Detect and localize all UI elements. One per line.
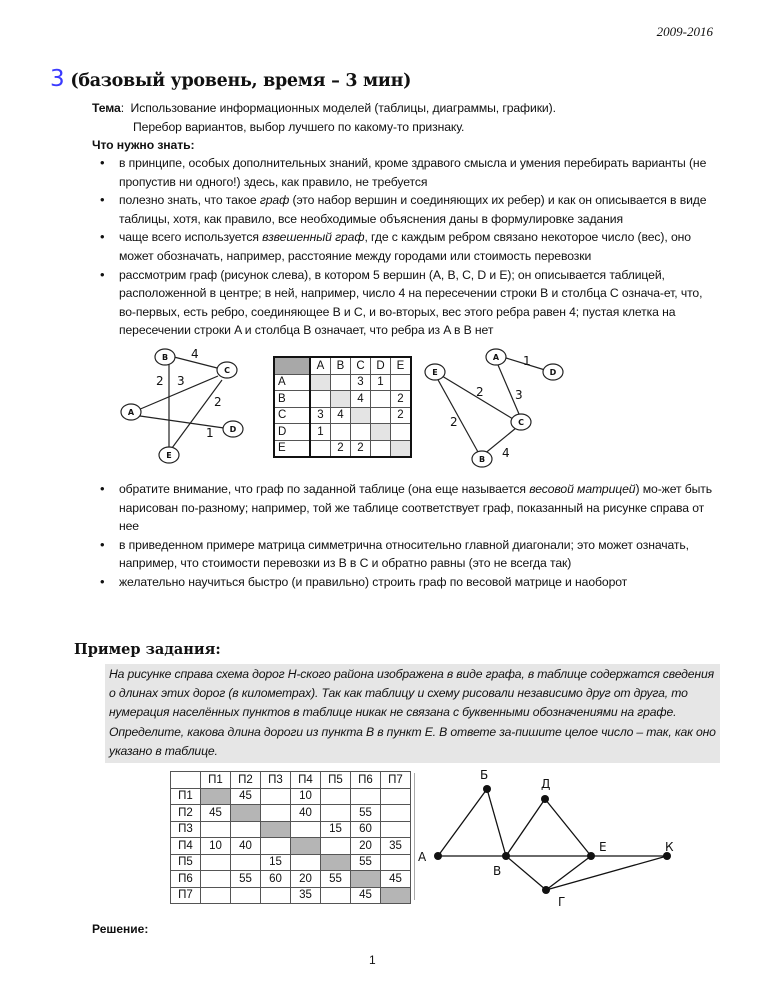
table-row	[171, 854, 411, 871]
matrix-cell: 35	[291, 887, 321, 904]
edge-weight: 1	[206, 426, 214, 440]
matrix-cell: 45	[351, 887, 381, 904]
column-header: B	[331, 357, 351, 374]
title-text: (базовый уровень, время – 3 мин)	[70, 71, 412, 91]
table-row	[171, 821, 411, 838]
matrix-cell	[371, 440, 391, 457]
road-b-v	[487, 789, 506, 856]
topic-line-2: Перебор вариантов, выбор лучшего по какому-то признаку.	[133, 119, 465, 134]
matrix-cell: 55	[351, 805, 381, 822]
row-header: П4	[171, 838, 201, 855]
matrix-cell	[351, 871, 381, 888]
need-to-know-list	[92, 154, 722, 340]
matrix-cell	[351, 407, 371, 424]
matrix-cell	[291, 854, 321, 871]
point-label: Е	[599, 840, 607, 854]
road-g-k	[546, 856, 667, 890]
matrix-cell	[261, 788, 291, 805]
point-g	[542, 886, 550, 894]
node-label: D	[229, 425, 237, 434]
matrix-cell	[261, 887, 291, 904]
row-header: П1	[171, 788, 201, 805]
node-label: E	[166, 451, 172, 460]
matrix-cell	[310, 374, 331, 391]
matrix-cell	[381, 887, 411, 904]
matrix-cell: 20	[351, 838, 381, 855]
topic-block: Тема: Использование информационных моделей (таблицы, диаграммы, графики). Перебор вариантов, выбор лучшего по какому-то признаку.	[92, 99, 732, 136]
node-label: B	[161, 353, 169, 362]
road-v-d	[506, 799, 545, 856]
task-statement: На рисунке справа схема дорог Н-ского района изображена в виде графа, в таблице содержатся сведения о длинах этих дорог (в километрах). Так как таблицу и схему рисовали независимо друг от друга, то нумерация населённых пунктов в таблице никак не связана с буквенными обозначениями на графе. Определите, какова длина дороги из пункта В в пункт Е. В ответе за-пишите целое число – так, как оно указано в таблице.	[105, 664, 720, 763]
node-label: A	[127, 408, 135, 417]
node-label: C	[518, 418, 524, 427]
page-number: 1	[369, 953, 376, 967]
matrix-cell: 35	[381, 838, 411, 855]
graph-left-diagram	[100, 340, 260, 470]
node-label: A	[492, 353, 500, 362]
edge-c-e	[172, 380, 222, 448]
edge-weight: 4	[502, 446, 510, 460]
matrix-cell: 2	[391, 407, 412, 424]
page-title	[50, 66, 411, 92]
table-row	[274, 440, 411, 457]
matrix-cell: 45	[381, 871, 411, 888]
solution-label: Решение:	[92, 922, 149, 936]
matrix-cell	[261, 805, 291, 822]
notes-list	[92, 480, 722, 592]
distance-matrix	[170, 771, 411, 904]
point-b	[483, 785, 491, 793]
column-header: E	[391, 357, 412, 374]
topic-line-1: Использование информационных моделей (таблицы, диаграммы, графики).	[130, 101, 556, 115]
weight-matrix-small	[273, 356, 412, 458]
road-v-g	[506, 856, 546, 890]
list-item: • рассмотрим граф (рисунок слева), в котором 5 вершин (A, B, C, D и E); он описывается таблицей, расположенной в центре; в ней, например, число 4 на пересечении строки B и столбца C означа-ет, что, во-первых, есть ребро, соединяющее B и C, и во-вторых, вес этого ребра равен 4; пустая клетка на пересечении строки A и столбца B означает, что ребра из A в B нет	[92, 266, 722, 340]
list-item: • чаще всего используется взвешенный граф, где с каждым ребром связано некоторое число (вес), оно может обозначать, например, расстояние между городами или стоимость перевозки	[92, 228, 722, 265]
matrix-cell: 2	[391, 391, 412, 408]
matrix-cell: 15	[261, 854, 291, 871]
matrix-cell	[201, 788, 231, 805]
matrix-cell	[381, 788, 411, 805]
matrix-cell	[391, 440, 412, 457]
task-number: 3	[50, 66, 65, 92]
years-header: 2009-2016	[656, 24, 713, 39]
matrix-cell	[391, 374, 412, 391]
row-header: П6	[171, 871, 201, 888]
matrix-cell: 55	[351, 854, 381, 871]
matrix-cell	[231, 854, 261, 871]
matrix-corner	[274, 357, 310, 374]
list-item: • в приведенном примере матрица симметрична относительно главной диагонали; это может означать, например, что стоимости перевозки из B в C и обратно равны (это не всегда так)	[92, 536, 722, 573]
column-header: C	[351, 357, 371, 374]
matrix-cell: 15	[321, 821, 351, 838]
matrix-cell	[231, 821, 261, 838]
matrix-cell: 20	[291, 871, 321, 888]
matrix-cell	[291, 821, 321, 838]
row-header: D	[274, 424, 310, 441]
row-header: П3	[171, 821, 201, 838]
edge-weight: 4	[191, 347, 199, 361]
table-row	[171, 871, 411, 888]
matrix-cell: 3	[351, 374, 371, 391]
matrix-cell	[381, 821, 411, 838]
list-item: • в принципе, особых дополнительных знаний, кроме здравого смысла и умения перебирать варианты (не пропустив ни одного!) здесь, как правило, не требуется	[92, 154, 722, 191]
point-label: Б	[480, 768, 489, 782]
point-label: Д	[541, 777, 551, 791]
matrix-cell	[381, 805, 411, 822]
matrix-cell: 3	[310, 407, 331, 424]
matrix-cell: 10	[291, 788, 321, 805]
matrix-cell: 1	[310, 424, 331, 441]
matrix-cell	[371, 391, 391, 408]
matrix-cell	[291, 838, 321, 855]
matrix-cell	[201, 887, 231, 904]
matrix-cell: 45	[231, 788, 261, 805]
point-v	[502, 852, 510, 860]
road-a-b	[438, 789, 487, 856]
column-header: П1	[201, 772, 231, 789]
point-label: К	[665, 840, 674, 854]
list-item: • обратите внимание, что граф по заданной таблице (она еще называется весовой матрицей) мо-жет быть нарисован по-разному; например, той же таблице соответствует граф, показанный на рисунке справа от нее	[92, 480, 722, 536]
edge-weight: 2	[450, 415, 458, 429]
matrix-cell: 4	[331, 407, 351, 424]
matrix-cell: 40	[291, 805, 321, 822]
node-label: B	[478, 455, 486, 464]
matrix-cell	[331, 374, 351, 391]
matrix-cell	[231, 887, 261, 904]
matrix-cell	[351, 788, 381, 805]
node-label: D	[549, 368, 557, 377]
road-d-e	[545, 799, 591, 856]
row-header: П7	[171, 887, 201, 904]
matrix-cell	[201, 821, 231, 838]
table-row	[171, 805, 411, 822]
matrix-cell	[371, 407, 391, 424]
row-header: П2	[171, 805, 201, 822]
matrix-corner	[171, 772, 201, 789]
table-row	[274, 374, 411, 391]
point-label: В	[493, 864, 502, 878]
matrix-cell	[381, 854, 411, 871]
road-graph-diagram	[415, 760, 715, 910]
table-row	[171, 887, 411, 904]
node-label: C	[224, 366, 230, 375]
matrix-cell	[371, 424, 391, 441]
column-header: П7	[381, 772, 411, 789]
matrix-cell: 2	[331, 440, 351, 457]
edge-weight: 1	[523, 354, 531, 368]
road-g-e	[546, 856, 591, 890]
matrix-cell	[231, 805, 261, 822]
column-header: D	[371, 357, 391, 374]
column-header: П3	[261, 772, 291, 789]
topic-label: Тема	[92, 101, 121, 115]
matrix-cell: 60	[261, 871, 291, 888]
column-header: П2	[231, 772, 261, 789]
matrix-cell	[351, 424, 371, 441]
matrix-cell: 60	[351, 821, 381, 838]
matrix-cell: 1	[371, 374, 391, 391]
matrix-cell	[331, 424, 351, 441]
matrix-cell: 55	[231, 871, 261, 888]
row-header: П5	[171, 854, 201, 871]
edge-weight: 3	[177, 374, 185, 388]
matrix-cell: 10	[201, 838, 231, 855]
table-row	[274, 407, 411, 424]
column-header: A	[310, 357, 331, 374]
edge-b-c	[483, 428, 516, 455]
matrix-cell	[321, 788, 351, 805]
table-row	[274, 424, 411, 441]
matrix-cell	[321, 887, 351, 904]
column-header: П5	[321, 772, 351, 789]
row-header: E	[274, 440, 310, 457]
matrix-cell	[331, 391, 351, 408]
example-heading: Пример задания:	[74, 641, 221, 658]
matrix-cell: 2	[351, 440, 371, 457]
matrix-cell	[310, 391, 331, 408]
edge-weight: 3	[515, 388, 523, 402]
matrix-cell: 45	[201, 805, 231, 822]
list-item: • полезно знать, что такое граф (это набор вершин и соединяющих их ребер) и как он описывается в виде таблицы, хотя, как правило, все необходимые объяснения даны в формулировке задания	[92, 191, 722, 228]
matrix-cell	[391, 424, 412, 441]
need-to-know-heading: Что нужно знать:	[92, 138, 195, 152]
matrix-cell: 55	[321, 871, 351, 888]
table-row	[171, 788, 411, 805]
edge-weight: 2	[214, 395, 222, 409]
graph-right-diagram	[420, 340, 580, 470]
matrix-cell	[321, 838, 351, 855]
point-label: А	[418, 850, 427, 864]
table-row	[274, 391, 411, 408]
matrix-cell	[201, 854, 231, 871]
node-label: E	[432, 368, 438, 377]
edge-weight: 2	[476, 385, 484, 399]
row-header: C	[274, 407, 310, 424]
column-header: П4	[291, 772, 321, 789]
row-header: B	[274, 391, 310, 408]
matrix-cell	[310, 440, 331, 457]
matrix-cell: 40	[231, 838, 261, 855]
matrix-cell	[321, 805, 351, 822]
point-label: Г	[558, 895, 566, 909]
row-header: A	[274, 374, 310, 391]
matrix-cell: 4	[351, 391, 371, 408]
list-item: • желательно научиться быстро (и правильно) строить граф по весовой матрице и наоборот	[92, 573, 722, 592]
table-row	[171, 838, 411, 855]
edge-weight: 2	[156, 374, 164, 388]
matrix-cell	[261, 838, 291, 855]
matrix-cell	[261, 821, 291, 838]
point-e	[587, 852, 595, 860]
matrix-cell	[201, 871, 231, 888]
matrix-cell	[321, 854, 351, 871]
column-header: П6	[351, 772, 381, 789]
point-a	[434, 852, 442, 860]
point-d	[541, 795, 549, 803]
